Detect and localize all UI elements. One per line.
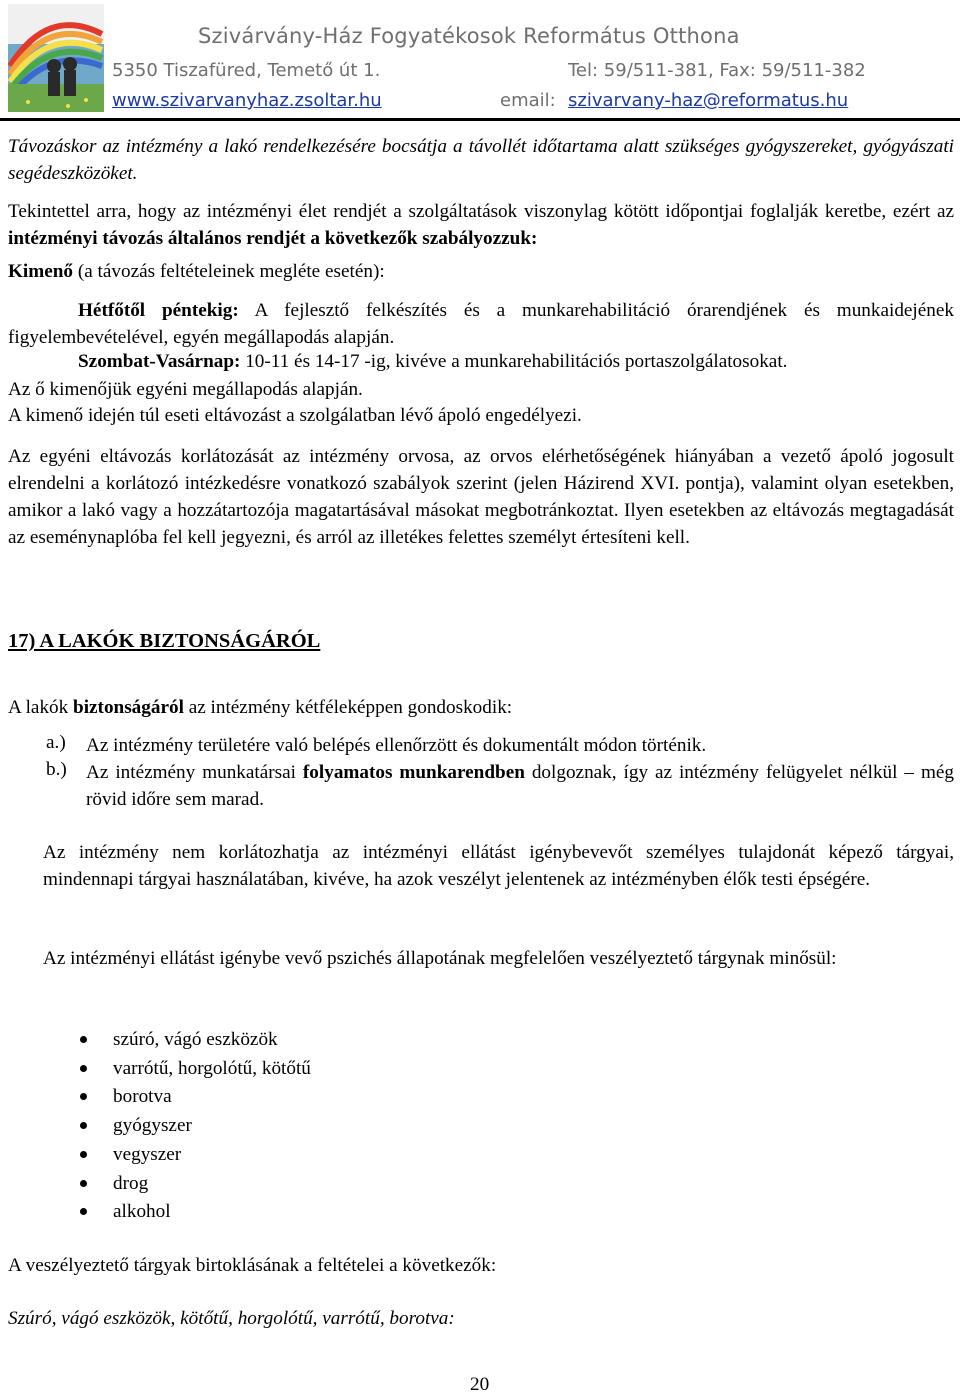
list-item: gyógyszer	[113, 1115, 192, 1136]
bullet-dot-icon	[80, 1151, 87, 1158]
paragraph-sharp-items: Szúró, vágó eszközök, kötőtű, horgolótű, varrótű, borotva:	[8, 1308, 455, 1329]
paragraph-personal-property: Az intézmény nem korlátozhatja az intézményi ellátást igénybevevőt személyes tulajdonát képező tárgyai, mindennapi tárgyai használatában, kivéve, ha azok veszélyt jelentenek az intézményben élők testi épségére.	[43, 842, 954, 890]
header-address: 5350 Tiszafüred, Temető út 1.	[112, 60, 381, 81]
list-item-a-label: a.)	[46, 732, 66, 753]
header-phone: Tel: 59/511-381, Fax: 59/511-382	[568, 60, 866, 81]
safety-intro: A lakók biztonságáról az intézmény kétféleképpen gondoskodik:	[8, 697, 513, 718]
bullet-dot-icon	[80, 1036, 87, 1043]
header-title: Szivárvány-Ház Fogyatékosok Református Otthona	[198, 24, 740, 48]
line-kimeno-idejen: A kimenő idején túl eseti eltávozást a szolgálatban lévő ápoló engedélyezi.	[8, 405, 582, 426]
line-kimenojuk: Az ő kimenőjük egyéni megállapodás alapján.	[8, 379, 363, 400]
departure-rules-emphasis: intézményi távozás általános rendjét a következők szabályozzuk:	[8, 228, 538, 249]
bullet-dot-icon	[80, 1180, 87, 1187]
bullet-dot-icon	[80, 1065, 87, 1072]
rainbow-house-logo-icon	[8, 4, 104, 112]
list-item-b-text: Az intézmény munkatársai folyamatos munkarendben dolgoznak, így az intézmény felügyelet nélkül – még rövid időre sem marad.	[86, 762, 954, 810]
list-item: vegyszer	[113, 1144, 182, 1165]
section-heading: 17) A LAKÓK BIZTONSÁGÁRÓL	[8, 630, 321, 652]
header-email-label: email:	[500, 90, 556, 111]
list-item: varrótű, horgolótű, kötőtű	[113, 1058, 311, 1079]
header-email-link[interactable]: szivarvany-haz@reformatus.hu	[568, 90, 849, 111]
paragraph-medication: Távozáskor az intézmény a lakó rendelkezésére bocsátja a távollét időtartama alatt szükséges gyógyszereket, gyógyászati segédeszközöket.	[8, 136, 954, 184]
paragraph-dangerous-items: Az intézményi ellátást igénybe vevő pszichés állapotának megfelelően veszélyeztető tárgynak minősül:	[43, 948, 837, 969]
paragraph-departure-rules: Tekintettel arra, hogy az intézményi élet rendjét a szolgáltatások viszonylag kötött időpontjai foglalják keretbe, ezért az intézményi távozás általános rendjét a következők szabályozzuk:	[8, 201, 954, 249]
bullet-dot-icon	[80, 1093, 87, 1100]
list-item: borotva	[113, 1086, 172, 1107]
kimeno-line: Kimenő (a távozás feltételeinek megléte esetén):	[8, 261, 385, 282]
paragraph-restriction: Az egyéni eltávozás korlátozását az intézmény orvosa, az orvos elérhetőségének hiányában a vezető ápoló jogosult elrendelni a korlátozó intézkedésre vonatkozó szabályok szerint (jelen Házirend XVI. pontja), valamint olyan esetekben, amikor a lakó vagy a hozzátartozója magatartásával másokat megbotránkoztat. Ilyen esetekben az eltávozás megtagadását az eseménynaplóba fel kell jegyezni, és arról az illetékes felettes személyt értesíteni kell.	[8, 446, 954, 548]
page-number: 20	[470, 1374, 490, 1395]
bullet-dot-icon	[80, 1208, 87, 1215]
weekend-line: Szombat-Vasárnap: 10-11 és 14-17 -ig, kivéve a munkarehabilitációs portaszolgálatosokat.	[78, 351, 788, 372]
list-item: szúró, vágó eszközök	[113, 1029, 278, 1050]
paragraph-weekdays: Hétfőtől péntekig: A fejlesztő felkészítés és a munkarehabilitáció órarendjének és munkaidejének figyelembevételével, egyén megállapodás alapján.	[8, 300, 954, 348]
bullet-dot-icon	[80, 1122, 87, 1129]
list-item: drog	[113, 1173, 149, 1194]
list-item-b-label: b.)	[46, 759, 67, 780]
paragraph-conditions: A veszélyeztető tárgyak birtoklásának a feltételei a következők:	[8, 1255, 497, 1276]
list-item-a-text: Az intézmény területére való belépés ellenőrzött és dokumentált módon történik.	[86, 735, 707, 756]
header-website-link[interactable]: www.szivarvanyhaz.zsoltar.hu	[112, 90, 382, 111]
list-item: alkohol	[113, 1201, 171, 1222]
header-divider	[0, 118, 960, 121]
